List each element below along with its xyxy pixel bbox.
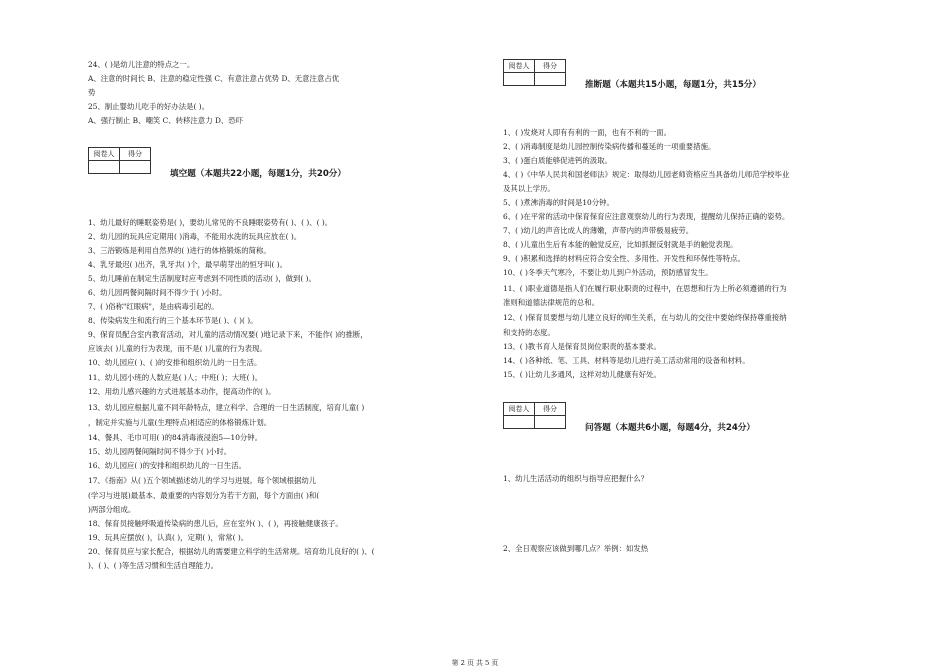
fill-line: 4、乳牙最迟( )出齐，乳牙共( )个，最早萌芽出的恒牙叫( )。 — [88, 260, 288, 269]
reviewer-label: 阅卷人 — [504, 403, 535, 416]
q25-line: 25、制止婴幼儿吃手的好办法是( )。 — [88, 102, 209, 111]
score-label: 得分 — [535, 403, 566, 416]
judge-line: 14、( )各种纸、笔、工具、材料等是幼儿进行美工活动常用的设备和材料。 — [503, 356, 750, 365]
fill-line: 9、保育员配合室内教育活动，对儿童的活动情况要( )地记录下来，不能作( )的推断， — [88, 330, 368, 339]
qa-score-box — [503, 402, 566, 429]
score-cell — [120, 161, 151, 174]
fill-line: 3、三浴锻炼是利用自然界的( )进行的体格锻炼的简称。 — [88, 246, 271, 255]
judge-line: 3、( )蛋白质能够促进钙的汲取。 — [503, 156, 612, 165]
qa-question-2: 2、全日观察应该做到哪几点？举例：如发热 — [503, 544, 649, 553]
reviewer-label: 阅卷人 — [504, 60, 535, 73]
fill-line: (学习与进展)最基本、最重要的内容划分为若干方面，每个方面由( )和( — [88, 491, 320, 500]
fill-line: 13、幼儿园应根据儿童不同年龄特点，建立科学、合理的一日生活制度，培育儿童( ) — [88, 403, 365, 412]
fill-line: 2、幼儿园的玩具应定期用( )消毒，不能用水洗的玩具应放在( )。 — [88, 232, 302, 241]
judge-section-title: 推断题（本题共15小题，每题1分，共15分） — [585, 80, 761, 90]
judge-line: 6、( )在平常的活动中保育保育应注意观察幼儿的行为表现，提醒幼儿保持正确的姿势。 — [503, 212, 790, 221]
q24-line: 势 — [88, 88, 96, 97]
score-label: 得分 — [535, 60, 566, 73]
score-cell — [535, 73, 566, 86]
reviewer-cell — [89, 161, 120, 174]
fill-line: 5、幼儿睡前在制定生活制度时应考虑到不同性质的活动( )，做到( )。 — [88, 274, 316, 283]
judge-line: 1、( )发烧对人即有有利的一面，也有不利的一面。 — [503, 128, 672, 137]
fill-section-title: 填空题（本题共22小题，每题1分，共20分） — [170, 169, 346, 179]
judge-line: 11、( )职业道德是指人们在履行职业职责的过程中，在思想和行为上所必须遵循的行为 — [503, 284, 787, 293]
judge-line: 7、( )幼儿的声音比成人的薄嫩，声带内的声带极易疲劳。 — [503, 226, 694, 235]
fill-line: 20、保育员应与家长配合，根据幼儿的需要建立科学的生活常规。培育幼儿良好的( )、( — [88, 547, 375, 556]
fill-line: 16、幼儿园应( )的安排和组织幼儿的一日生活。 — [88, 461, 246, 470]
judge-line: 4、( )《中华人民共和国老师法》规定：取得幼儿园老师资格应当具备幼儿师范学校毕业 — [503, 170, 790, 179]
judge-score-box — [503, 59, 566, 86]
fill-line: 18、保育员接触呼吸道传染病的患儿后，应在室外( )、( )，再接触健康孩子。 — [88, 519, 343, 528]
fill-line: ，制定并实施与儿童(生理特点)相适应的体格锻炼计划。 — [88, 418, 272, 427]
judge-line: 12、( )保育员要想与幼儿建立良好的师生关系，在与幼儿的交往中要始终保持尊重接纳 — [503, 313, 787, 322]
fill-line: 15、幼儿园两餐间隔时间不得少于( )小时。 — [88, 447, 232, 456]
fill-line: 17、《指南》从( )五个领域描述幼儿的学习与进展。每个领域根据幼儿 — [88, 476, 317, 485]
score-cell — [535, 416, 566, 429]
reviewer-cell — [504, 416, 535, 429]
reviewer-cell — [504, 73, 535, 86]
judge-line: 13、( )教书育人是保育员岗位职责的基本要求。 — [503, 342, 661, 351]
q24-line: 24、( )是幼儿注意的特点之一。 — [88, 60, 195, 69]
judge-line: 和支持的态度。 — [503, 328, 555, 337]
fill-line: 12、用幼儿感兴趣的方式进展基本动作，提高动作的( )。 — [88, 387, 276, 396]
q24-options: A、注意的时间长 B、注意的稳定性强 C、有意注意占优势 D、无意注意占优 — [88, 74, 340, 83]
fill-line: 7、( )俗称"红眼病"，是由病毒引起的。 — [88, 302, 219, 311]
judge-line: 准则和道德法律规范的总和。 — [503, 298, 600, 307]
fill-line: 8、传染病发生和流行的三个基本环节是( )、( )( )。 — [88, 316, 258, 325]
fill-line: 10、幼儿园应( )、( )的安排和组织幼儿的一日生活。 — [88, 358, 262, 367]
fill-line: 19、玩具应摆放( )，认真( )，定期( )，常常( )。 — [88, 533, 249, 542]
page-footer: 第 2 页 共 5 页 — [451, 659, 499, 667]
reviewer-label: 阅卷人 — [89, 148, 120, 161]
judge-line: 8、( )儿童出生后有本能的触觉反应，比如抓握反射就是手的触觉表现。 — [503, 240, 738, 249]
fill-line: )两部分组成。 — [88, 505, 136, 514]
judge-line: 10、( )冬季天气寒冷，不要让幼儿到户外活动，预防感冒发生。 — [503, 268, 713, 277]
qa-question-1: 1、幼儿生活活动的组织与指导应把握什么？ — [503, 474, 649, 483]
fill-line: )、( )、( )等生活习惯和生活自理能力。 — [88, 561, 218, 570]
q25-options: A、强行制止 B、嘲笑 C、转移注意力 D、恐吓 — [88, 116, 244, 125]
fill-line: 14、餐具、毛巾可用( )的84消毒液浸泡5—10分钟。 — [88, 433, 263, 442]
fill-line: 1、幼儿最好的睡眠姿势是( )，要幼儿常见的不良睡眠姿势有( )、( )、( )。 — [88, 218, 333, 227]
qa-section-title: 问答题（本题共6小题，每题4分，共24分） — [585, 423, 756, 433]
judge-line: 及其以上学历。 — [503, 184, 555, 193]
judge-line: 9、( )积累和选择的材料应符合安全性、多用性、开发性和环保性等特点。 — [503, 254, 745, 263]
judge-line: 2、( )消毒制度是幼儿园控制传染病传播和蔓延的一项重要措施。 — [503, 142, 716, 151]
judge-line: 5、( )煮沸消毒的时间是10分钟。 — [503, 198, 614, 207]
fill-line: 11、幼儿园小班的人数应是( )人；中班( )；大班( )。 — [88, 373, 263, 382]
judge-line: 15、( )让幼儿多通风，这样对幼儿健康有好处。 — [503, 370, 661, 379]
fill-line: 6、幼儿园两餐间隔时间不得少于( )小时。 — [88, 288, 227, 297]
score-label: 得分 — [120, 148, 151, 161]
fill-score-box — [88, 147, 151, 174]
fill-line: 应该去( )儿童的行为表现，而不是( )儿童的行为表现。 — [88, 344, 267, 353]
